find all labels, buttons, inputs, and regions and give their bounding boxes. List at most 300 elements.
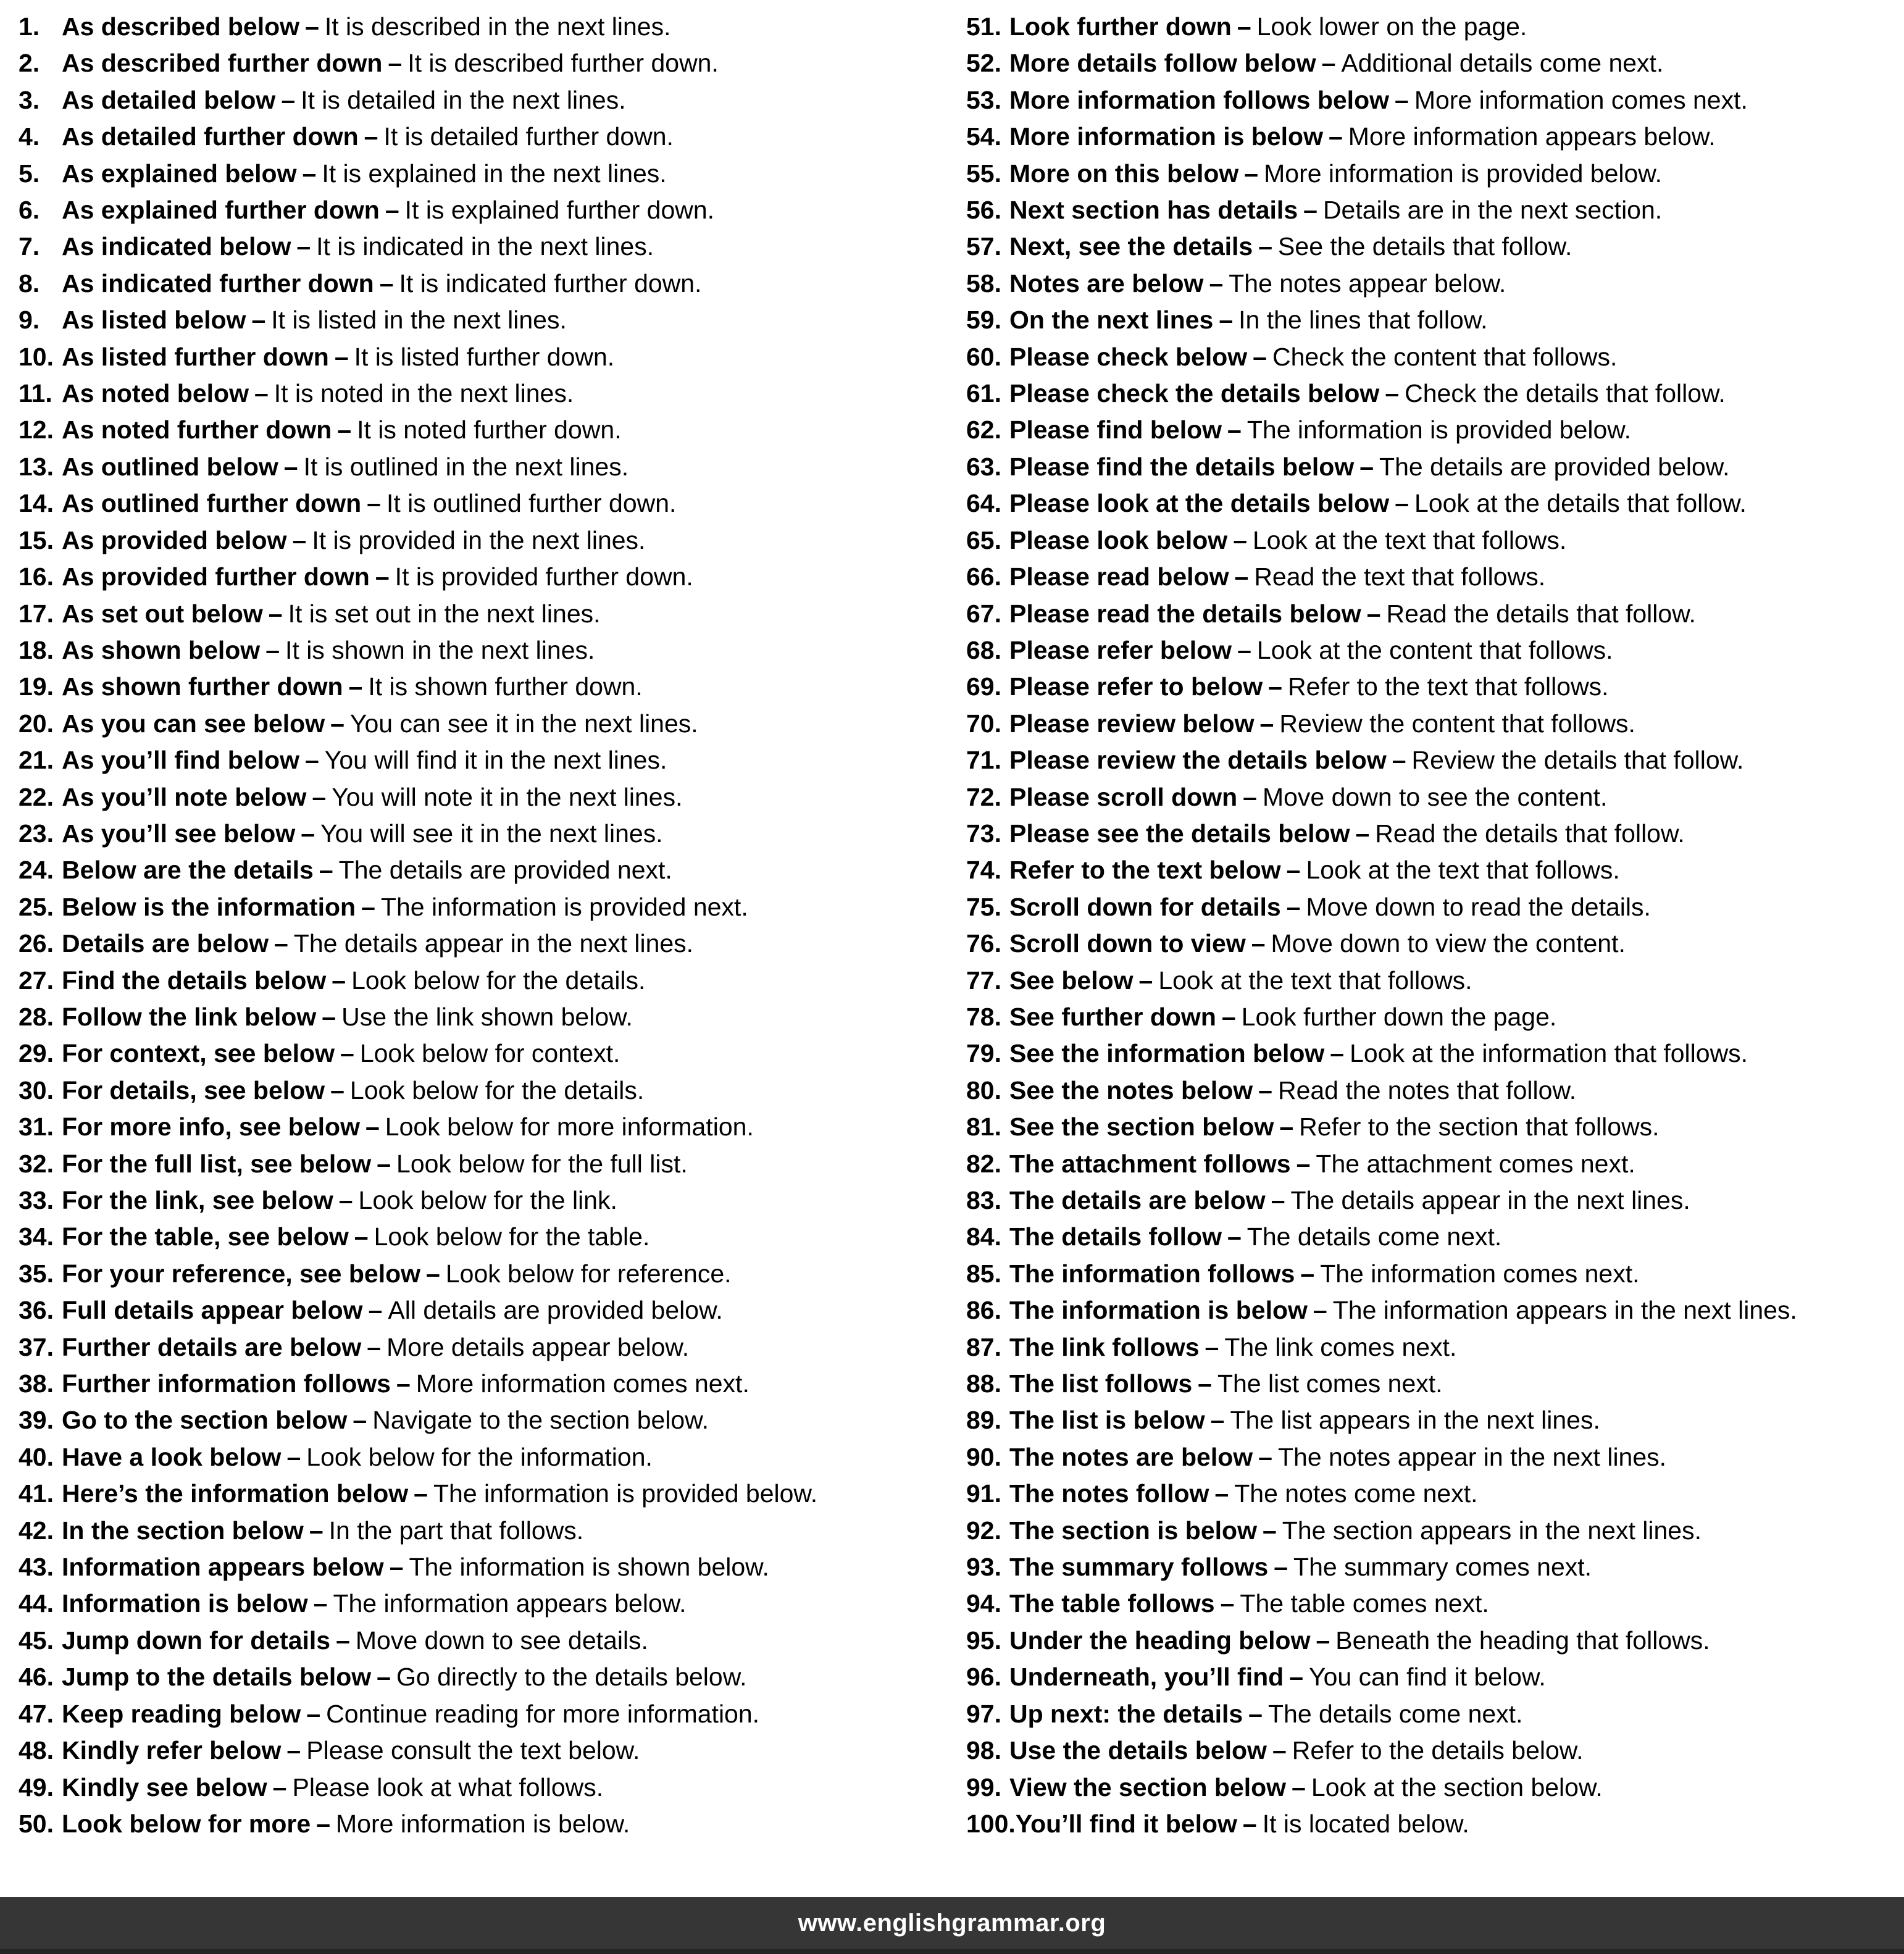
item-number: 19. [19,672,54,701]
item-definition: Read the notes that follow. [1277,1075,1577,1104]
item-separator-dash: – [368,1296,383,1325]
item-phrase: Below is the information [62,892,356,921]
item-number: 8. [19,269,40,298]
list-item [19,816,952,852]
item-text [62,228,654,265]
item-text [62,596,601,632]
item-separator-dash: – [281,85,296,114]
list-item [966,339,1904,375]
item-text [62,852,672,888]
item-separator-dash: – [272,1772,287,1802]
item-separator-dash: – [365,1113,380,1142]
item-separator-dash: – [301,819,315,848]
item-number: 62. [966,415,1001,445]
item-number: 15. [19,525,54,554]
item-phrase: View the section below [1009,1772,1287,1802]
item-text [62,889,748,925]
item-text [1009,1696,1522,1732]
item-number: 11. [19,379,52,408]
item-separator-dash: – [268,599,283,628]
item-number: 41. [19,1479,54,1508]
list-item [19,1292,952,1329]
item-text [1009,1035,1748,1072]
list-item [966,925,1904,962]
list-item [966,1696,1904,1732]
item-phrase: Please find below [1009,415,1222,445]
item-number: 81. [966,1113,1001,1142]
item-number: 67. [966,599,1001,628]
list-item [966,816,1904,852]
item-separator-dash: – [296,232,311,261]
item-text [1009,1585,1489,1622]
item-phrase: The information follows [1009,1259,1295,1288]
item-separator-dash: – [265,635,280,664]
item-definition: Refer to the text that follows. [1287,672,1609,701]
item-phrase: Kindly see below [62,1772,267,1802]
item-separator-dash: – [1244,159,1259,188]
item-phrase: As detailed below [62,85,276,114]
item-phrase: Have a look below [62,1442,282,1471]
item-text [62,1219,649,1255]
item-text [62,1696,759,1732]
list-item [19,412,952,448]
item-separator-dash: – [292,525,307,554]
item-text [1009,742,1743,779]
item-phrase: Scroll down for details [1009,892,1281,921]
item-definition: The information is provided below. [433,1479,818,1508]
item-text [1009,1439,1666,1476]
item-text [62,156,667,192]
item-separator-dash: – [1258,1075,1272,1104]
item-number: 63. [966,452,1001,481]
item-phrase: For your reference, see below [62,1259,421,1288]
list-item [19,999,952,1035]
item-phrase: As outlined further down [62,489,362,518]
item-definition: The summary comes next. [1293,1553,1592,1582]
list-item [966,1769,1904,1806]
item-number: 71. [966,746,1001,775]
item-separator-dash: – [1330,1039,1345,1068]
item-text [62,412,622,448]
item-definition: Look at the information that follows. [1350,1039,1748,1068]
item-separator-dash: – [306,1699,321,1728]
item-separator-dash: – [1253,342,1267,371]
item-separator-dash: – [1234,562,1249,591]
item-text [1009,852,1620,888]
list-item [966,119,1904,155]
list-item [966,559,1904,595]
item-separator-dash: – [312,782,327,811]
item-text [62,1732,640,1769]
item-text [1009,962,1472,999]
list-item [966,1476,1904,1512]
item-separator-dash: – [1366,599,1381,628]
item-phrase: Further information follows [62,1369,391,1398]
item-definition: In the part that follows. [328,1516,584,1545]
item-separator-dash: – [1328,122,1343,151]
item-definition: It is explained further down. [404,196,715,225]
item-definition: Check the details that follow. [1405,379,1726,408]
item-text [62,375,574,412]
item-text [62,119,674,155]
item-phrase: Use the details below [1009,1736,1267,1765]
item-phrase: For context, see below [62,1039,335,1068]
item-separator-dash: – [340,1039,354,1068]
item-phrase: Please read the details below [1009,599,1361,628]
item-phrase: As detailed further down [62,122,359,151]
item-phrase: For details, see below [62,1075,325,1104]
item-definition: Details are in the next section. [1322,196,1663,225]
item-definition: The list appears in the next lines. [1230,1406,1600,1435]
item-separator-dash: – [1355,819,1370,848]
item-definition: Move down to see details. [355,1626,648,1655]
list-item [19,852,952,888]
item-phrase: As you’ll find below [62,746,299,775]
item-number: 35. [19,1259,54,1288]
item-separator-dash: – [1210,1406,1225,1435]
list-item [966,742,1904,779]
item-text [1009,1513,1701,1549]
item-separator-dash: – [1268,672,1282,701]
item-number: 88. [966,1369,1001,1398]
list-item [966,412,1904,448]
item-definition: Use the link shown below. [341,1002,633,1031]
item-text [1009,925,1626,962]
item-text [1009,302,1488,338]
item-definition: In the lines that follow. [1238,306,1488,335]
list-item [19,1585,952,1622]
item-text [1009,889,1651,925]
item-text [1009,669,1609,705]
item-definition: It is explained in the next lines. [322,159,667,188]
item-phrase: The notes follow [1009,1479,1209,1508]
list-item [19,742,952,779]
list-item [966,156,1904,192]
item-number: 79. [966,1039,1001,1068]
item-number: 21. [19,746,54,775]
list-item [19,1366,952,1402]
list-item [966,1806,1904,1842]
list-item [19,156,952,192]
list-item [966,192,1904,228]
item-number: 82. [966,1149,1001,1178]
item-text [1009,1219,1501,1255]
item-definition: Move down to view the content. [1271,929,1626,958]
item-separator-dash: – [1220,1589,1235,1618]
item-number: 98. [966,1736,1001,1765]
list-item [19,339,952,375]
list-item [966,706,1904,742]
item-separator-dash: – [348,672,363,701]
item-phrase: As explained below [62,159,297,188]
item-phrase: The attachment follows [1009,1149,1291,1178]
item-text [62,1659,746,1695]
item-number: 97. [966,1699,1001,1728]
item-number: 42. [19,1516,54,1545]
list-column-right [952,9,1904,1897]
list-item [19,45,952,81]
item-text [62,9,671,45]
item-definition: The information is provided next. [380,892,748,921]
item-separator-dash: – [304,746,319,775]
item-definition: It is shown further down. [368,672,643,701]
item-definition: Look at the section below. [1311,1772,1603,1802]
item-phrase: As set out below [62,599,263,628]
item-text [1009,1146,1635,1182]
item-definition: It is listed in the next lines. [271,306,567,335]
item-text [62,302,567,338]
item-definition: The information comes next. [1320,1259,1640,1288]
list-item [966,1292,1904,1329]
list-item [19,522,952,559]
item-definition: It is provided in the next lines. [312,525,646,554]
item-separator-dash: – [1219,306,1234,335]
item-separator-dash: – [1289,1663,1303,1692]
item-separator-dash: – [336,1626,350,1655]
item-text [1009,779,1607,816]
list-item [966,889,1904,925]
item-number: 76. [966,929,1001,958]
item-separator-dash: – [389,1553,404,1582]
item-definition: More information is below. [336,1809,630,1838]
list-item [966,852,1904,888]
item-text [1009,82,1748,119]
item-text [62,742,667,779]
item-text [62,816,663,852]
item-number: 14. [19,489,54,518]
item-number: 24. [19,856,54,885]
item-separator-dash: – [1262,1516,1277,1545]
item-number: 39. [19,1406,54,1435]
item-separator-dash: – [1286,892,1301,921]
item-phrase: For more info, see below [62,1113,360,1142]
item-number: 13. [19,452,54,481]
item-separator-dash: – [367,1332,382,1361]
item-definition: The list comes next. [1217,1369,1443,1398]
item-separator-dash: – [377,1149,391,1178]
item-definition: Navigate to the section below. [372,1406,709,1435]
item-number: 9. [19,306,40,335]
item-text [62,192,714,228]
item-text [1009,1549,1592,1585]
list-item [19,302,952,338]
list-item [19,925,952,962]
item-number: 57. [966,232,1001,261]
item-text [62,1549,769,1585]
item-separator-dash: – [302,159,317,188]
item-text [1009,339,1617,375]
item-definition: Refer to the section that follows. [1299,1113,1660,1142]
item-text [1009,1072,1576,1109]
item-separator-dash: – [286,1442,301,1471]
item-definition: It is described in the next lines. [324,12,671,41]
item-phrase: As provided below [62,525,287,554]
item-number: 51. [966,12,1001,41]
list-item [966,1439,1904,1476]
item-separator-dash: – [313,1589,328,1618]
item-phrase: Up next: the details [1009,1699,1243,1728]
item-phrase: More information is below [1009,122,1323,151]
list-item [19,1219,952,1255]
item-separator-dash: – [1237,12,1251,41]
item-phrase: See below [1009,966,1134,995]
item-phrase: Next section has details [1009,196,1298,225]
item-phrase: Please see the details below [1009,819,1350,848]
item-text [1009,1366,1443,1402]
item-definition: Look below for the table. [374,1222,650,1251]
item-number: 46. [19,1663,54,1692]
item-separator-dash: – [330,709,344,738]
item-separator-dash: – [1237,635,1251,664]
item-number: 27. [19,966,54,995]
item-phrase: You’ll find it below [1015,1809,1237,1838]
item-text [62,485,676,522]
item-phrase: Please refer below [1009,635,1232,664]
item-definition: Look at the text that follows. [1306,856,1620,885]
item-text [62,1476,817,1512]
list-item [966,669,1904,705]
item-separator-dash: – [1292,1772,1306,1802]
item-separator-dash: – [338,1186,353,1214]
item-definition: It is listed further down. [354,342,615,371]
item-text [62,925,693,962]
footer-site-url: www.englishgrammar.org [798,1909,1106,1937]
list-item [19,1329,952,1366]
item-definition: You will note it in the next lines. [332,782,683,811]
item-definition: It is described further down. [407,49,719,78]
item-phrase: As you’ll see below [62,819,296,848]
item-number: 84. [966,1222,1001,1251]
item-text [62,1256,732,1292]
list-item [19,1476,952,1512]
item-phrase: Please look at the details below [1009,489,1390,518]
item-separator-dash: – [1259,709,1274,738]
item-separator-dash: – [254,379,269,408]
item-phrase: Please refer to below [1009,672,1263,701]
item-phrase: Details are below [62,929,269,958]
list-item [966,1072,1904,1109]
list-item [19,9,952,45]
item-number: 26. [19,929,54,958]
item-number: 66. [966,562,1001,591]
item-definition: Look at the content that follows. [1256,635,1613,664]
item-phrase: As described below [62,12,300,41]
item-definition: More information comes next. [1414,85,1748,114]
item-number: 38. [19,1369,54,1398]
item-definition: Look below for the information. [306,1442,653,1471]
item-separator-dash: – [334,342,349,371]
item-text [1009,1182,1690,1219]
item-text [62,999,633,1035]
item-number: 59. [966,306,1001,335]
item-definition: The information appears below. [333,1589,687,1618]
item-phrase: Refer to the text below [1009,856,1281,885]
item-separator-dash: – [1209,269,1224,298]
item-separator-dash: – [1303,196,1317,225]
list-item [966,999,1904,1035]
item-definition: It is located below. [1262,1809,1469,1838]
list-item [19,1659,952,1695]
item-text [62,1769,603,1806]
item-separator-dash: – [1296,1149,1311,1178]
item-separator-dash: – [1214,1479,1229,1508]
list-item [966,375,1904,412]
item-separator-dash: – [332,966,346,995]
item-separator-dash: – [353,1406,367,1435]
list-item [19,1513,952,1549]
item-separator-dash: – [1395,85,1409,114]
item-definition: Look below for the full list. [396,1149,688,1178]
list-item [966,228,1904,265]
list-item [19,485,952,522]
item-number: 47. [19,1699,54,1728]
item-number: 29. [19,1039,54,1068]
item-number: 30. [19,1075,54,1104]
item-text [62,265,702,302]
item-text [62,1072,644,1109]
list-item [966,596,1904,632]
item-separator-dash: – [1227,1222,1242,1251]
item-text [62,1806,630,1842]
item-separator-dash: – [1395,489,1409,518]
item-phrase: As shown below [62,635,261,664]
item-definition: Look further down the page. [1241,1002,1557,1031]
item-phrase: See further down [1009,1002,1216,1031]
item-text [1009,375,1726,412]
list-item [19,1439,952,1476]
item-separator-dash: – [286,1736,301,1765]
item-separator-dash: – [1392,746,1406,775]
list-item [19,1696,952,1732]
item-number: 68. [966,635,1001,664]
item-definition: Look below for the details. [349,1075,645,1104]
item-phrase: The details follow [1009,1222,1222,1251]
item-phrase: Jump to the details below [62,1663,372,1692]
list-item [966,9,1904,45]
list-item [966,632,1904,669]
item-text [1009,192,1662,228]
item-definition: It is noted in the next lines. [273,379,574,408]
item-separator-dash: – [414,1479,428,1508]
item-phrase: As provided further down [62,562,370,591]
item-number: 4. [19,122,40,151]
item-separator-dash: – [1279,1113,1294,1142]
item-number: 75. [966,892,1001,921]
item-phrase: Next, see the details [1009,232,1253,261]
item-number: 100. [966,1809,1016,1838]
item-phrase: Below are the details [62,856,314,885]
list-item [19,449,952,485]
list-item [966,1035,1904,1072]
item-phrase: In the section below [62,1516,304,1545]
item-definition: Review the content that follows. [1279,709,1635,738]
item-number: 5. [19,159,40,188]
item-definition: Check the content that follows. [1272,342,1618,371]
item-phrase: As you’ll note below [62,782,307,811]
item-separator-dash: – [251,306,266,335]
item-definition: You can find it below. [1309,1663,1546,1692]
item-text [1009,632,1613,669]
list-item [966,1256,1904,1292]
item-text [1009,1476,1478,1512]
item-text [1009,45,1663,81]
item-number: 89. [966,1406,1001,1435]
item-phrase: Further details are below [62,1332,362,1361]
item-number: 43. [19,1553,54,1582]
item-text [62,559,693,595]
item-number: 18. [19,635,54,664]
item-separator-dash: – [316,1809,331,1838]
